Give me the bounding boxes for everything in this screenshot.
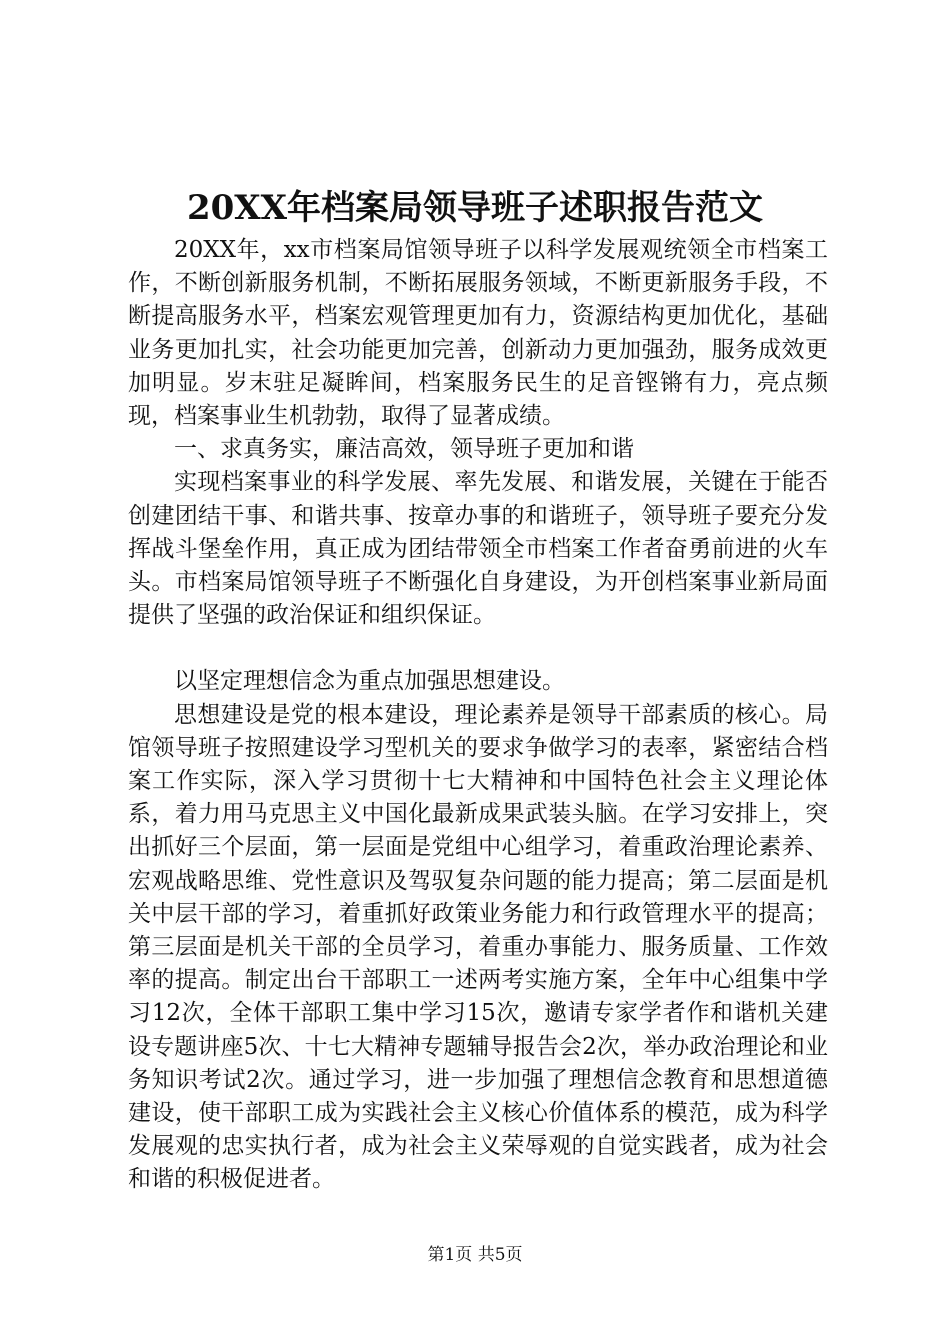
document-body xyxy=(128,234,828,1197)
paragraph-intro: 20XX年，xx市档案局馆领导班子以科学发展观统领全市档案工作，不断创新服务机制，不断拓展服务领域，不断更新服务手段，不断提高服务水平，档案宏观管理更加有力，资源结构更加优化，基础业务更加扎实，社会功能更加完善，创新动力更加强劲，服务成效更加明显。岁末驻足凝眸间，档案服务民生的足音铿锵有力，亮点频现，档案事业生机勃勃，取得了显著成绩。 xyxy=(128,237,828,430)
paragraph-ideology: 思想建设是党的根本建设，理论素养是领导干部素质的核心。局馆领导班子按照建设学习型机关的要求争做学习的表率，紧密结合档案工作实际，深入学习贯彻十七大精神和中国特色社会主义理论体系，着力用马克思主义中国化最新成果武装头脑。在学习安排上，突出抓好三个层面，第一层面是党组中心组学习，着重政治理论素养、宏观战略思维、党性意识及驾驭复杂问题的能力提高；第二层面是机关中层干部的学习，着重抓好政策业务能力和行政管理水平的提高；第三层面是机关干部的全员学习，着重办事能力、服务质量、工作效率的提高。制定出台干部职工一述两考实施方案，全年中心组集中学习12次，全体干部职工集中学习15次，邀请专家学者作和谐机关建设专题讲座5次、十七大精神专题辅导报告会2次，举办政治理论和业务知识考试2次。通过学习，进一步加强了理想信念教育和思想道德建设，使干部职工成为实践社会主义核心价值体系的模范，成为科学发展观的忠实执行者，成为社会主义荣辱观的自觉实践者，成为社会和谐的积极促进者。 xyxy=(128,701,828,1193)
page-number-footer: 第1页 共5页 xyxy=(427,1245,523,1265)
subsection-heading: 以坚定理想信念为重点加强思想建设。 xyxy=(174,668,565,695)
section-heading: 一、求真务实，廉洁高效，领导班子更加和谐 xyxy=(174,436,634,463)
document-title: 20XX年档案局领导班子述职报告范文 xyxy=(186,188,764,228)
paragraph-leadership: 实现档案事业的科学发展、率先发展、和谐发展，关键在于能否创建团结干事、和谐共事、按章办事的和谐班子，领导班子要充分发挥战斗堡垒作用，真正成为团结带领全市档案工作者奋勇前进的火车头。市档案局馆领导班子不断强化自身建设，为开创档案事业新局面提供了坚强的政治保证和组织保证。 xyxy=(128,469,828,629)
